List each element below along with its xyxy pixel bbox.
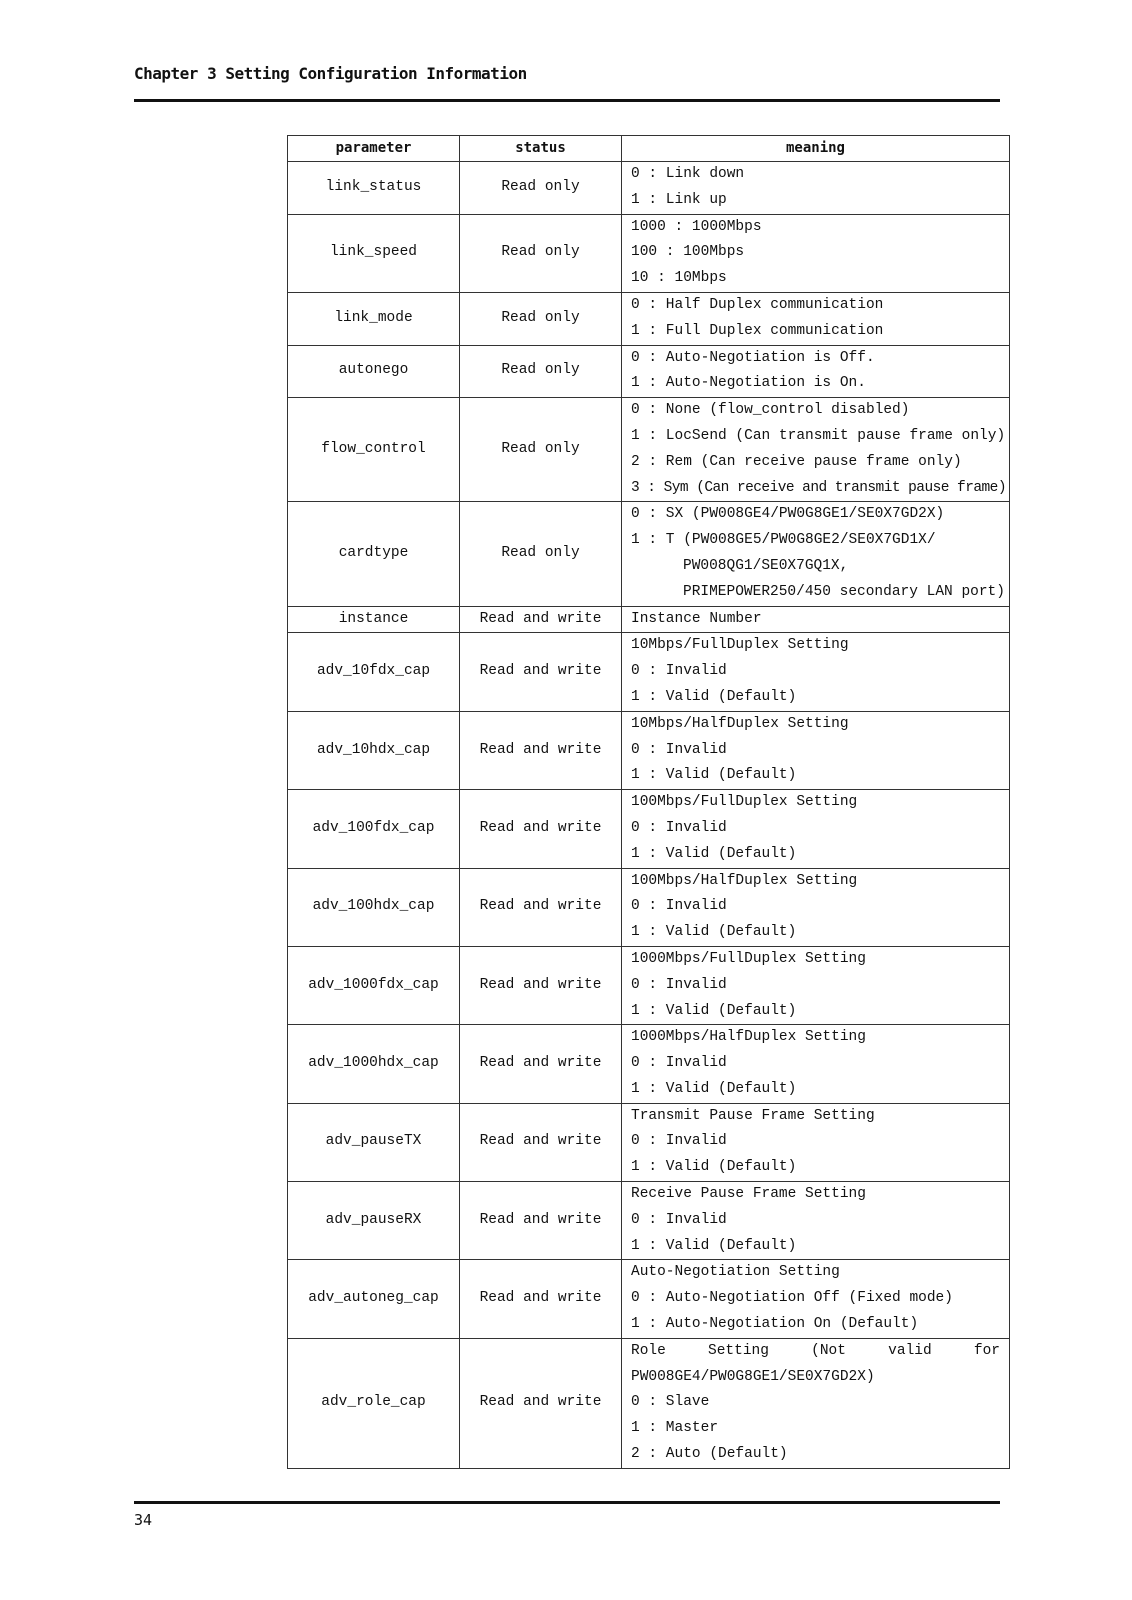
meaning-line: 0 : Invalid <box>631 976 727 993</box>
table-row <box>288 946 1010 1024</box>
status-cell: Read only <box>460 162 622 215</box>
meaning-line: 1 : Valid (Default) <box>631 1237 797 1254</box>
meaning-cell <box>622 1025 1010 1103</box>
meaning-line: PW008QG1/SE0X7GQ1X, <box>683 557 849 574</box>
meaning-cell <box>622 946 1010 1024</box>
meaning-line: 1 : Valid (Default) <box>631 688 797 705</box>
table-row <box>288 1260 1010 1338</box>
meaning-cell <box>622 1103 1010 1181</box>
parameter-cell: adv_1000fdx_cap <box>288 946 460 1024</box>
parameter-cell: flow_control <box>288 398 460 502</box>
meaning-line: 0 : Invalid <box>631 819 727 836</box>
status-cell: Read and write <box>460 633 622 711</box>
meaning-line: 1 : Valid (Default) <box>631 767 797 784</box>
status-cell: Read only <box>460 502 622 606</box>
meaning-line: 0 : Slave <box>631 1394 710 1411</box>
meaning-line: 1 : Valid (Default) <box>631 845 797 862</box>
meaning-line: PRIMEPOWER250/450 secondary LAN port) <box>683 583 1005 600</box>
status-cell: Read only <box>460 292 622 345</box>
meaning-line: 0 : Invalid <box>631 898 727 915</box>
status-cell: Read and write <box>460 1338 622 1468</box>
meaning-line: 10 : 10Mbps <box>631 270 727 287</box>
meaning-line: 0 : Auto-Negotiation is Off. <box>631 349 875 366</box>
table-row <box>288 292 1010 345</box>
meaning-line: 2 : Auto (Default) <box>631 1446 788 1463</box>
meaning-cell <box>622 345 1010 398</box>
header-rule <box>134 99 1000 102</box>
parameter-cell: autonego <box>288 345 460 398</box>
chapter-title: Chapter 3 Setting Configuration Information <box>134 64 527 83</box>
parameter-cell: adv_100hdx_cap <box>288 868 460 946</box>
parameter-cell: link_mode <box>288 292 460 345</box>
meaning-line: 0 : None (flow_control disabled) <box>631 402 910 419</box>
parameter-cell: cardtype <box>288 502 460 606</box>
meaning-line: 1 : Valid (Default) <box>631 1002 797 1019</box>
parameter-table <box>287 135 1010 1469</box>
meaning-cell <box>622 398 1010 502</box>
meaning-line: 1 : Auto-Negotiation is On. <box>631 375 866 392</box>
meaning-line: 1000Mbps/FullDuplex Setting <box>631 950 866 967</box>
meaning-line: 100Mbps/HalfDuplex Setting <box>631 872 858 889</box>
table-row <box>288 633 1010 711</box>
meaning-cell <box>622 1260 1010 1338</box>
parameter-cell: adv_role_cap <box>288 1338 460 1468</box>
meaning-line: 1 : LocSend (Can transmit pause frame only) <box>631 427 1006 444</box>
meaning-line: 0 : Half Duplex communication <box>631 296 884 313</box>
parameter-cell: instance <box>288 606 460 633</box>
status-cell: Read only <box>460 345 622 398</box>
table-row <box>288 1103 1010 1181</box>
status-cell: Read only <box>460 398 622 502</box>
status-cell: Read only <box>460 214 622 292</box>
table-row <box>288 1338 1010 1468</box>
meaning-line: 1 : Full Duplex communication <box>631 322 884 339</box>
table-row <box>288 214 1010 292</box>
meaning-line: 1 : Valid (Default) <box>631 1080 797 1097</box>
status-cell: Read and write <box>460 790 622 868</box>
table-header-row <box>288 136 1010 162</box>
parameter-cell: adv_100fdx_cap <box>288 790 460 868</box>
meaning-line: 0 : Invalid <box>631 1133 727 1150</box>
meaning-cell <box>622 214 1010 292</box>
meaning-line: 1 : Valid (Default) <box>631 924 797 941</box>
meaning-line: Role Setting (Not valid for <box>631 1342 1000 1359</box>
footer-rule <box>134 1501 1000 1504</box>
parameter-cell: adv_1000hdx_cap <box>288 1025 460 1103</box>
table-row <box>288 398 1010 502</box>
meaning-cell <box>622 790 1010 868</box>
parameter-cell: adv_pauseRX <box>288 1182 460 1260</box>
table-row <box>288 502 1010 606</box>
meaning-cell <box>622 1338 1010 1468</box>
column-header-status: status <box>460 136 622 162</box>
meaning-cell <box>622 711 1010 789</box>
table-row <box>288 345 1010 398</box>
status-cell: Read and write <box>460 1025 622 1103</box>
meaning-line: 10Mbps/FullDuplex Setting <box>631 637 849 654</box>
meaning-line: PW008GE4/PW0G8GE1/SE0X7GD2X) <box>631 1368 875 1385</box>
meaning-line: 0 : Invalid <box>631 663 727 680</box>
meaning-line: 10Mbps/HalfDuplex Setting <box>631 715 849 732</box>
column-header-parameter: parameter <box>288 136 460 162</box>
table-row <box>288 606 1010 633</box>
status-cell: Read and write <box>460 1260 622 1338</box>
meaning-cell <box>622 868 1010 946</box>
meaning-line: 1 : Valid (Default) <box>631 1159 797 1176</box>
parameter-cell: adv_autoneg_cap <box>288 1260 460 1338</box>
meaning-line: 1 : Link up <box>631 191 727 208</box>
meaning-line: 1000Mbps/HalfDuplex Setting <box>631 1029 866 1046</box>
status-cell: Read and write <box>460 1103 622 1181</box>
meaning-line: 1 : T (PW008GE5/PW0G8GE2/SE0X7GD1X/ <box>631 532 936 549</box>
meaning-line: 0 : Invalid <box>631 1211 727 1228</box>
table-row <box>288 1025 1010 1103</box>
meaning-line: 100 : 100Mbps <box>631 244 745 261</box>
status-cell: Read and write <box>460 946 622 1024</box>
meaning-cell <box>622 292 1010 345</box>
parameter-cell: adv_pauseTX <box>288 1103 460 1181</box>
page-number: 34 <box>134 1511 153 1529</box>
meaning-line: 1 : Master <box>631 1420 719 1437</box>
meaning-line: 0 : Invalid <box>631 1055 727 1072</box>
parameter-cell: adv_10fdx_cap <box>288 633 460 711</box>
meaning-line: 1000 : 1000Mbps <box>631 218 762 235</box>
table-row <box>288 711 1010 789</box>
meaning-cell <box>622 1182 1010 1260</box>
column-header-meaning: meaning <box>622 136 1010 162</box>
table-row <box>288 1182 1010 1260</box>
meaning-line: 3 : Sym (Can receive and transmit pause frame) <box>631 479 1006 496</box>
meaning-line: Receive Pause Frame Setting <box>631 1186 866 1203</box>
status-cell: Read and write <box>460 1182 622 1260</box>
meaning-line: 0 : Invalid <box>631 741 727 758</box>
parameter-cell: link_status <box>288 162 460 215</box>
status-cell: Read and write <box>460 868 622 946</box>
meaning-cell <box>622 606 1010 633</box>
table-body <box>288 162 1010 1469</box>
meaning-cell <box>622 633 1010 711</box>
meaning-cell <box>622 162 1010 215</box>
meaning-line: 100Mbps/FullDuplex Setting <box>631 794 858 811</box>
table-row <box>288 790 1010 868</box>
parameter-cell: link_speed <box>288 214 460 292</box>
meaning-line: Instance Number <box>631 610 762 627</box>
parameter-cell: adv_10hdx_cap <box>288 711 460 789</box>
meaning-line: 2 : Rem (Can receive pause frame only) <box>631 453 962 470</box>
meaning-line: 0 : SX (PW008GE4/PW0G8GE1/SE0X7GD2X) <box>631 506 945 523</box>
meaning-line: 0 : Auto-Negotiation Off (Fixed mode) <box>631 1290 953 1307</box>
status-cell: Read and write <box>460 711 622 789</box>
meaning-line: 1 : Auto-Negotiation On (Default) <box>631 1316 919 1333</box>
status-cell: Read and write <box>460 606 622 633</box>
meaning-line: Auto-Negotiation Setting <box>631 1264 840 1281</box>
meaning-line: 0 : Link down <box>631 166 745 182</box>
meaning-cell <box>622 502 1010 606</box>
table-row <box>288 868 1010 946</box>
table-row <box>288 162 1010 215</box>
meaning-line: Transmit Pause Frame Setting <box>631 1107 875 1124</box>
